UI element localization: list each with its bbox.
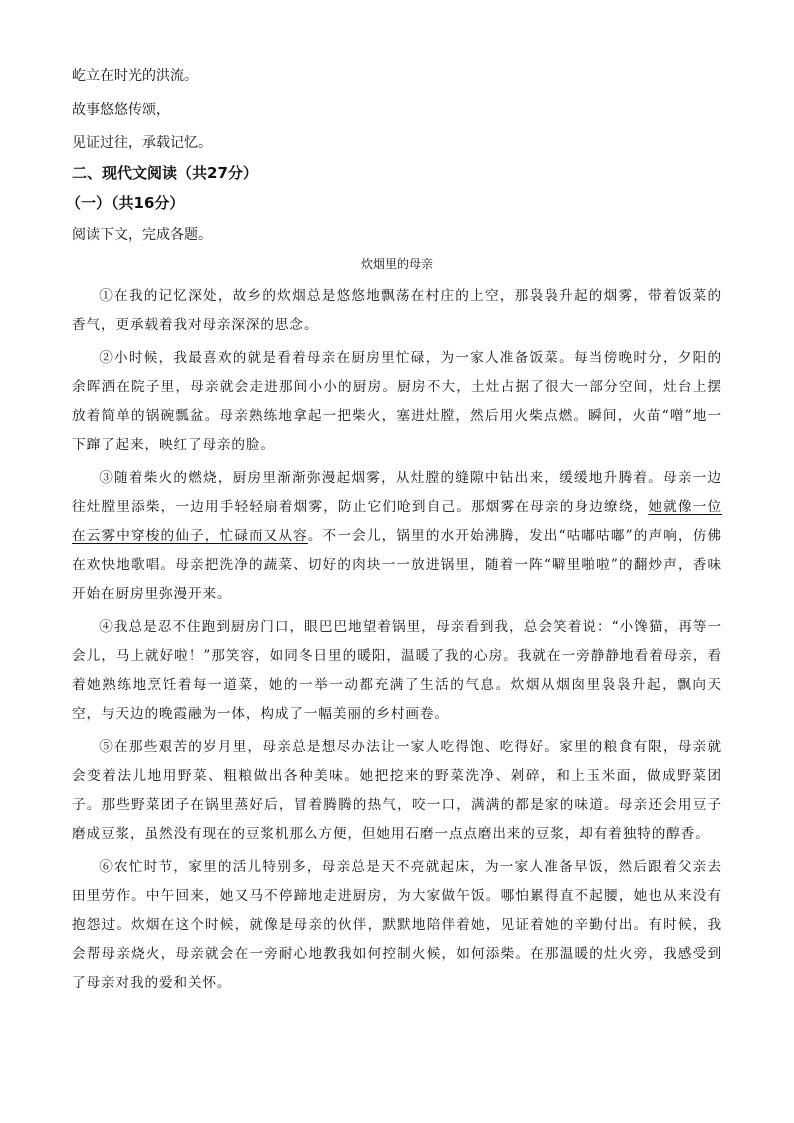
poem-line-1: 屹立在时光的洪流。 — [72, 68, 198, 84]
article-paragraph-3 — [72, 464, 722, 609]
article-title: 炊烟里的母亲 — [360, 257, 433, 271]
article-paragraph-6: ⑥农忙时节，家里的活儿特别多，母亲总是天不亮就起床，为一家人准备早饭，然后跟着父亲去田里劳作。中午回来，她又马不停蹄地走进厨房，为大家做午饭。哪怕累得直不起腰，她也从来没有抱怨过。炊烟在这个时候，就像是母亲的伙伴，默默地陪伴着她，见证着她的辛勤付出。有时候，我会帮母亲烧火，母亲就会在一旁耐心地教我如何控制火候，如何添柴。在那温暖的灶火旁，我感受到了母亲对我的爱和关怀。 — [72, 859, 722, 991]
article-body — [72, 282, 722, 1002]
underlined-sentence: 她就像一位在云雾中穿梭的仙子，忙碌而又从容 — [72, 499, 723, 544]
paragraph-3-text-after: 。不一会儿，锅里的水开始沸腾，发出“咕嘟咕嘟”的声响，仿佛在欢快地歌唱。母亲把洗净的蔬菜、切好的肉块一一放进锅里，随着一阵“噼里啪啦”的翻炒声，香味开始在厨房里弥漫开来。 — [72, 528, 722, 602]
section-heading: 二、现代文阅读（共27分） — [72, 164, 258, 182]
article-paragraph-5: ⑤在那些艰苦的岁月里，母亲总是想尽办法让一家人吃得饱、吃得好。家里的粮食有限，母亲就会变着法儿地用野菜、粗粮做出各种美味。她把挖来的野菜洗净、剁碎，和上玉米面，做成野菜团子。那些野菜团子在锅里蒸好后，冒着腾腾的热气，咬一口，满满的都是家的味道。母亲还会用豆子磨成豆浆，虽然没有现在的豆浆机那么方便，但她用石磨一点点磨出来的豆浆，却有着独特的醇香。 — [72, 739, 722, 842]
article-paragraph-1: ①在我的记忆深处，故乡的炊烟总是悠悠地飘荡在村庄的上空，那袅袅升起的烟雾，带着饭菜的香气，更承载着我对母亲深深的思念。 — [72, 288, 722, 333]
sub-heading: （一）（共16分） — [66, 194, 185, 212]
poem-line-3: 见证过往，承载记忆。 — [72, 135, 212, 151]
poem-line-2: 故事悠悠传颂， — [72, 102, 170, 118]
instruction-text: 阅读下文，完成各题。 — [72, 227, 212, 243]
article-paragraph-2: ②小时候，我最喜欢的就是看着母亲在厨房里忙碌，为一家人准备饭菜。每当傍晚时分，夕阳的余晖洒在院子里，母亲就会走进那间小小的厨房。厨房不大，土灶占据了很大一部分空间，灶台上摆放着简单的锅碗瓢盆。母亲熟练地拿起一把柴火，塞进灶膛，然后用火柴点燃。瞬间，火苗“噌”地一下蹿了起来，映红了母亲的脸。 — [72, 350, 722, 453]
article-paragraph-4: ④我总是忍不住跑到厨房门口，眼巴巴地望着锅里，母亲看到我，总会笑着说：“小馋猫，再等一会儿，马上就好啦！”那笑容，如同冬日里的暖阳，温暖了我的心房。我就在一旁静静地看着母亲，看着她熟练地烹饪着每一道菜，她的一举一动都充满了生活的气息。炊烟从烟囱里袅袅升起，飘向天空，与天边的晚霞融为一体，构成了一幅美丽的乡村画卷。 — [72, 619, 722, 722]
paragraph-3-text-before: ③随着柴火的燃烧，厨房里渐渐弥漫起烟雾，从灶膛的缝隙中钻出来，缓缓地升腾着。母亲一边往灶膛里添柴，一边用手轻轻扇着烟雾，防止它们呛到自己。那烟雾在母亲的身边缭绕， — [72, 470, 722, 515]
